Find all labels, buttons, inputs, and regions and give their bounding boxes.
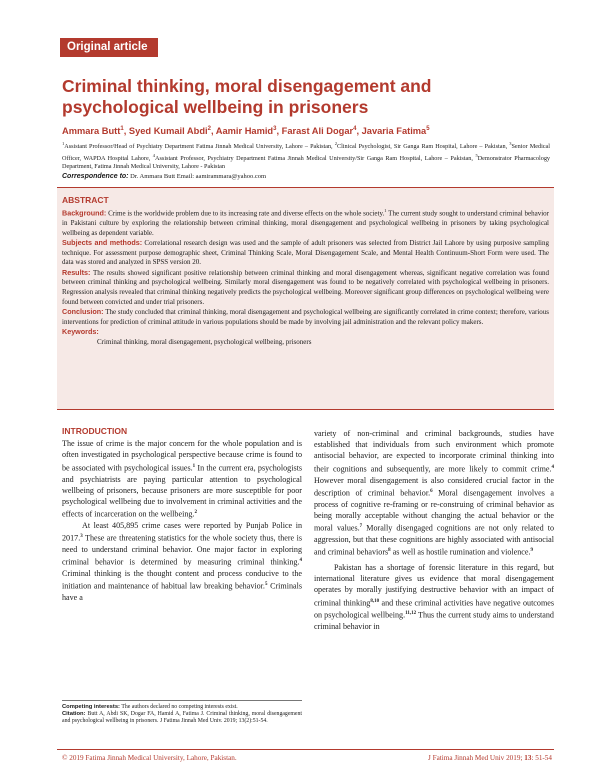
abstract-keywords-label: Keywords: (62, 327, 99, 337)
author-name: Javaria Fatima (361, 126, 427, 137)
footer-rule (57, 749, 554, 750)
author-name: Farast Ali Dogar (281, 126, 354, 137)
abstract-methods: Subjects and methods: Correlational research design was used and the sample of adult prisoners was selected from District Jail Lahore by using purposive sampling technique. For assessment purpose demographic sheet, Criminal Thinking Scale, Moral Disengagement Scale, and Mental Health Continuum-Short Form were used. The data was stored and analyzed in SPSS version 20. (62, 238, 550, 267)
article-title: Criminal thinking, moral disengagement and psychological wellbeing in prisoners (62, 76, 432, 117)
abstract-heading: ABSTRACT (62, 195, 109, 205)
author-name: Syed Kumail Abdi (128, 126, 208, 137)
footer-journal-info: J Fatima Jinnah Med Univ 2019; 13: 51-54 (428, 754, 552, 762)
author-name: Aamir Hamid (215, 126, 274, 137)
intro-paragraph-1: The issue of crime is the major concern for the whole population and is often investigated in psychological perspective because crime is found to be associated with psychological issues.$^1$ In the current era, psychologists and psychiatrists are paying particular attention to psychological wellbeing of prisoners, because prisoners are more susceptible for poor psychological wellbeing due to involvement in criminal activities and the effects of incarceration on the wellbeing.$^2$ (62, 439, 302, 519)
intro-paragraph-2: At least 405,895 crime cases were reported by Punjab Police in 2017.$^3$ These are threatening statistics for the whole society thus, there is need to understand criminal behavior. One major factor in exploring criminal behavior is determined by measuring criminal thinking.$^4$ Criminal thinking is the thought content and process conducive to the initiation and maintenance of habitual law breaking behavior.$^5$ Criminals have a (62, 521, 302, 603)
intro-paragraph-3: variety of non-criminal and criminal backgrounds, studies have established that individuals from such environment which promote antisocial behavior, are expected to incorporate criminal thinking into their cognitions and subsequently, are more likely to commit crime.$^4$ However moral disengagement is also considered crucial factor in the description of criminal behavior.$^6$ Moral disengagement involves a process of cognitive re-framing or re-construing of criminal behavior as being morally acceptable without changing the actual behavior or the moral values.$^7$ Morally disengaged cognitions are not only related to aggression, but that these cognitions are highly associated with antisocial and criminal behaviors$^8$ as well as hostile rumination and violence.$^9$ (314, 429, 554, 557)
introduction-heading: INTRODUCTION (62, 426, 128, 436)
author-name: Ammara Butt (62, 126, 121, 137)
correspondence: Correspondence to: Dr. Ammara Butt Email: aamirammara@yahoo.com (62, 173, 267, 180)
abstract-keywords: Criminal thinking, moral disengagement, psychological wellbeing, prisoners (97, 338, 312, 347)
footnote (62, 700, 302, 725)
affiliations: $^1$Assistant Professor/Head of Psychiatry Department Fatima Jinnah Medical University, Lahore – Pakistan, $^2$Clinical Psychologist, Sir Ganga Ram Hospital, Lahore – Pakistan, $^3$Senior Medical Officer, WAPDA Hospital Lahore, $^4$Assistant Professor, Psychiatry Department Fatima Jinnah Medical University/Sir Ganga Ram Hospital, Lahore – Pakistan, $^5$Demonstrator Pharmacology Department, Fatima Jinnah Medical University, Lahore - Pakistan (62, 141, 551, 171)
competing-interests: Competing interests: The authors declared no competing interests exist. (62, 704, 238, 710)
article-type-banner: Original article (60, 38, 158, 57)
abstract-conclusion: Conclusion: The study concluded that criminal thinking, moral disengagement and psychological wellbeing are significantly correlated in crime context; therefore, various interventions for prediction of criminal attitude in various populations should be made by involving jail administration and the relevant policy makers. (62, 307, 549, 326)
intro-paragraph-4: Pakistan has a shortage of forensic literature in this regard, but international literature gives us evidence that moral disengagement operates by morally justifying destructive behavior with an impact of criminal thinking$^{8,10}$ and these criminal activities have negative outcomes on psychological wellbeing.$^{11,12}$ Thus the current study aims to understand criminal behavior in (314, 562, 554, 632)
abstract-background: Background: Crime is the worldwide problem due to its increasing rate and diverse effects on the whole society.$^1$ The current study sought to understand criminal behavior in Pakistani culture by exploring the relationship between criminal thinking, moral disengagement and psychological wellbeing in prisoners by taking psychological wellbeing as dependent variable. (62, 208, 549, 237)
author-list: Ammara Butt$^1$, Syed Kumail Abdi$^2$, Aamir Hamid$^3$, Farast Ali Dogar$^4$, Javaria Fatima$^5$ (62, 126, 430, 137)
abstract-results: Results: The results showed significant positive relationship between criminal thinking and moral disengagement whereas, significant negative correlation was found between criminal thinking and psychological wellbeing. Similarly moral disengagement was found to be negatively correlated with psychological wellbeing in prisoners. Regression analysis revealed that criminal thinking negatively predicts the psychological wellbeing. Moreover significant group differences on psychological wellbeing were found between convicted and under trial prisoners. (62, 267, 549, 306)
abstract-box (57, 187, 554, 410)
left-column (62, 426, 302, 603)
footer-copyright: © 2019 Fatima Jinnah Medical University, Lahore, Pakistan. (62, 754, 237, 762)
citation: Citation: Butt A, Abdi SK, Dogar FA, Hamid A, Fatima J. Criminal thinking, moral disengagement and psychological wellbeing in prisoners. J Fatima Jinnah Med Univ. 2019; 13(2):51-54. (62, 711, 302, 724)
right-column (314, 428, 554, 633)
